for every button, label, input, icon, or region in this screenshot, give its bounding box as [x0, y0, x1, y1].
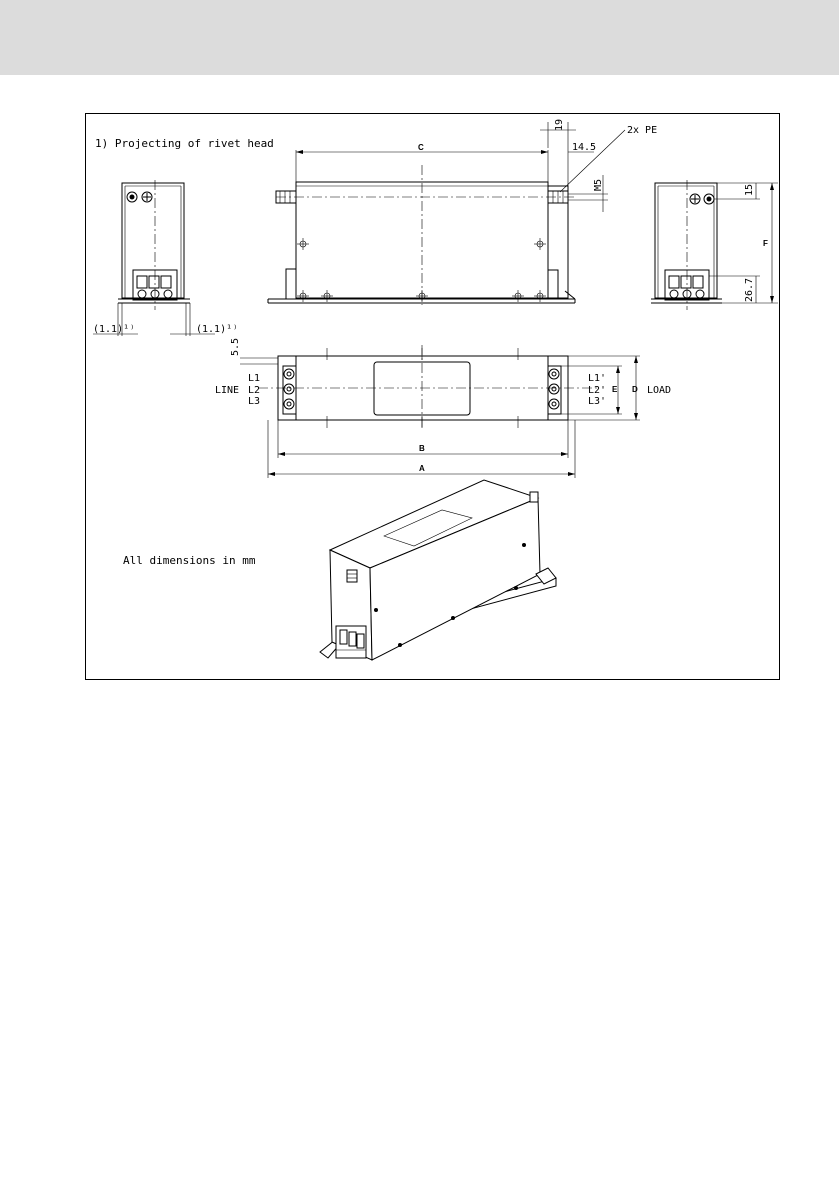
units-note: All dimensions in mm: [123, 554, 256, 567]
terminal-l2: L2: [248, 385, 261, 396]
dim-5-5: 5.5: [230, 337, 241, 356]
line-label: LINE: [215, 385, 240, 396]
terminal-l2-prime: L2': [588, 385, 607, 396]
rivet-note-left: (1.1)¹⁾: [93, 324, 136, 335]
footnote-text: 1) Projecting of rivet head: [95, 137, 274, 150]
dim-label-e: E: [612, 385, 618, 394]
dim-15: 15: [744, 183, 755, 196]
terminal-l3: L3: [248, 396, 261, 407]
dim-label-c: C: [418, 143, 424, 152]
load-label: LOAD: [647, 385, 672, 396]
dim-label-a: A: [419, 464, 425, 473]
dim-label-f: F: [763, 239, 768, 248]
dim-19: 19: [554, 118, 565, 131]
dim-14-5: 14.5: [572, 142, 597, 153]
terminal-l1-prime: L1': [588, 373, 607, 384]
rivet-note-right: (1.1)¹⁾: [196, 324, 239, 335]
dim-26-7: 26.7: [744, 277, 755, 302]
right-end-view: [651, 180, 778, 310]
isometric-view: [320, 480, 556, 660]
terminal-l3-prime: L3': [588, 396, 607, 407]
dim-label-d: D: [632, 385, 638, 394]
pe-label: 2x PE: [627, 125, 658, 136]
dim-m5: M5: [593, 178, 604, 191]
terminal-l1: L1: [248, 373, 261, 384]
left-end-view: [93, 180, 215, 336]
dim-label-b: B: [419, 444, 425, 453]
top-view: [240, 345, 640, 478]
